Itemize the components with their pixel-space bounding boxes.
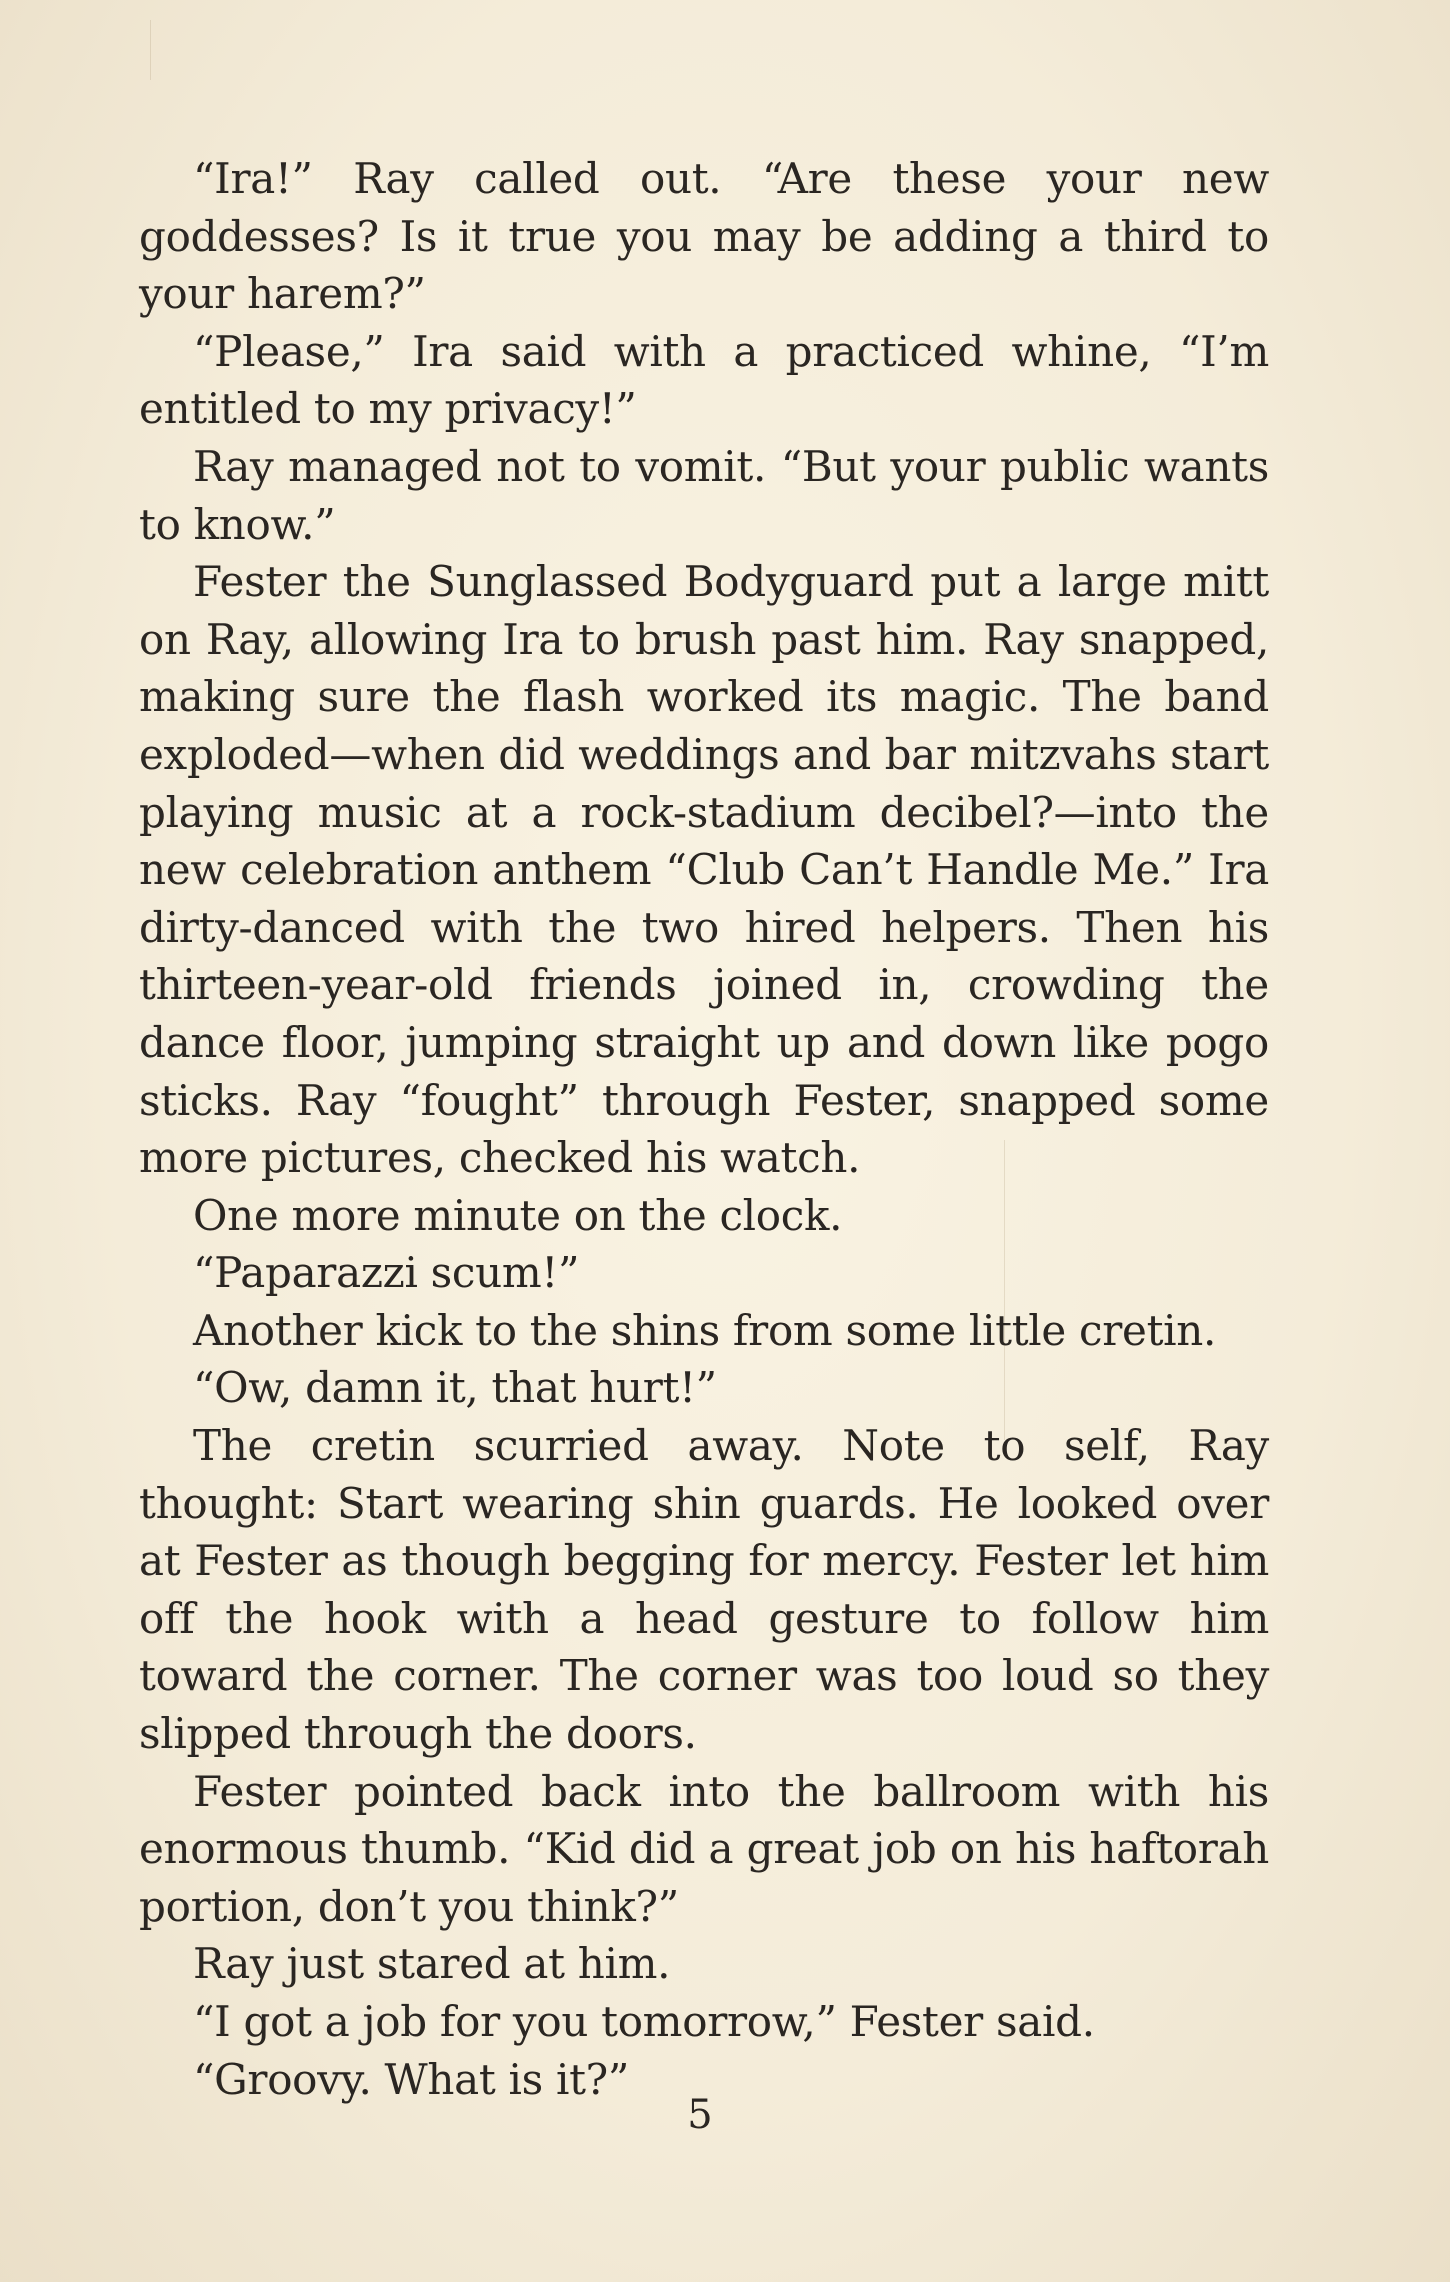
paragraph: “Please,” Ira said with a practiced whine, “I’m entitled to my privacy!”	[139, 326, 1269, 434]
paragraph: “Paparazzi scum!”	[193, 1248, 580, 1298]
body-text	[139, 150, 1269, 2108]
paragraph: Ray just stared at him.	[193, 1939, 671, 1989]
paragraph: Another kick to the shins from some little cretin.	[193, 1305, 1217, 1355]
paragraph: One more minute on the clock.	[193, 1190, 843, 1240]
paragraph: Fester pointed back into the ballroom with his enormous thumb. “Kid did a great job on his haftorah portion, don’t you think?”	[139, 1766, 1269, 1931]
paragraph: “Groovy. What is it?”	[193, 2054, 630, 2104]
paragraph: Ray managed not to vomit. “But your public wants to know.”	[139, 441, 1269, 549]
paragraph: “Ira!” Ray called out. “Are these your new goddesses? Is it true you may be adding a third to your harem?”	[139, 154, 1269, 319]
paragraph: “I got a job for you tomorrow,” Fester said.	[193, 1997, 1095, 2046]
paragraph: The cretin scurried away. Note to self, Ray thought: Start wearing shin guards. He looked over at Fester as though begging for mercy. Fester let him off the hook with a head gesture to follow him toward the corner. The corner was too loud so they slipped through the doors.	[139, 1421, 1269, 1759]
paper-crease-left	[150, 20, 151, 80]
page-number: 5	[687, 2092, 713, 2138]
paragraph: Fester the Sunglassed Bodyguard put a large mitt on Ray, allowing Ira to brush past him. Ray snapped, making sure the flash worked its magic. The band exploded—when did weddings and bar mitzvahs start playing music at a rock-stadium decibel?—into the new celebration anthem “Club Can’t Handle Me.” Ira dirty-danced with the two hired helpers. Then his thirteen-year-old friends joined in, crowding the dance floor, jumping straight up and down like pogo sticks. Ray “fought” through Fester, snapped some more pictures, checked his watch.	[139, 557, 1269, 1183]
paragraph: “Ow, damn it, that hurt!”	[193, 1363, 717, 1413]
